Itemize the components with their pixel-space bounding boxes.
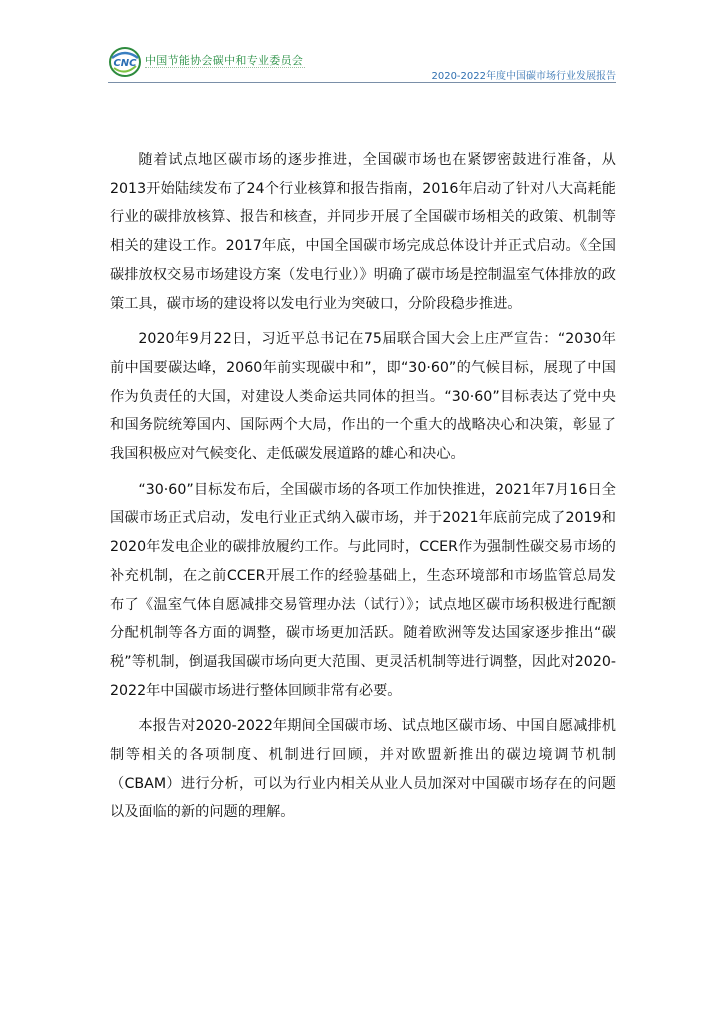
logo-text: CNC bbox=[113, 58, 137, 69]
paragraph: 本报告对2020-2022年期间全国碳市场、试点地区碳市场、中国自愿减排机制等相关的各项制度、机制进行回顾，并对欧盟新推出的碳边境调节机制（CBAM）进行分析，可以为行业内相关从业人员加深对中国碳市场存在的问题以及面临的新的问题的理解。 bbox=[110, 718, 616, 821]
org-subtitle-line bbox=[145, 67, 305, 70]
page-header bbox=[0, 0, 724, 84]
report-title: 2020-2022年度中国碳市场行业发展报告 bbox=[431, 71, 616, 82]
paragraph: 随着试点地区碳市场的逐步推进，全国碳市场也在紧锣密鼓进行准备，从2013开始陆续发布了24个行业核算和报告指南，2016年启动了针对八大高耗能行业的碳排放核算、报告和核查，并同步开展了全国碳市场相关的政策、机制等相关的建设工作。2017年底，中国全国碳市场完成总体设计并正式启动。《全国碳排放权交易市场建设方案（发电行业）》明确了碳市场是控制温室气体排放的政策工具，碳市场的建设将以发电行业为突破口，分阶段稳步推进。 bbox=[110, 152, 616, 312]
paragraph: 2020年9月22日，习近平总书记在75届联合国大会上庄严宣告：“2030年前中国要碳达峰，2060年前实现碳中和”，即“30·60”的气候目标，展现了中国作为负责任的大国，对建设人类命运共同体的担当。“30·60”目标表达了党中央和国务院统筹国内、国际两个大局，作出的一个重大的战略决心和决策，彰显了我国积极应对气候变化、走低碳发展道路的雄心和决心。 bbox=[110, 331, 616, 463]
document-body bbox=[110, 146, 616, 834]
cnc-logo-icon bbox=[108, 46, 142, 78]
header-divider bbox=[108, 82, 616, 83]
paragraph: “30·60”目标发布后，全国碳市场的各项工作加快推进，2021年7月16日全国碳市场正式启动，发电行业正式纳入碳市场，并于2021年底前完成了2019和2020年发电企业的碳排放履约工作。与此同时，CCER作为强制性碳交易市场的补充机制，在之前CCER开展工作的经验基础上，生态环境部和市场监管总局发布了《温室气体自愿减排交易管理办法（试行）》；试点地区碳市场积极进行配额分配机制等各方面的调整，碳市场更加活跃。随着欧洲等发达国家逐步推出“碳税”等机制，倒逼我国碳市场向更大范围、更灵活机制等进行调整，因此对2020-2022年中国碳市场进行整体回顾非常有必要。 bbox=[110, 481, 616, 699]
org-name: 中国节能协会碳中和专业委员会 bbox=[145, 54, 304, 67]
